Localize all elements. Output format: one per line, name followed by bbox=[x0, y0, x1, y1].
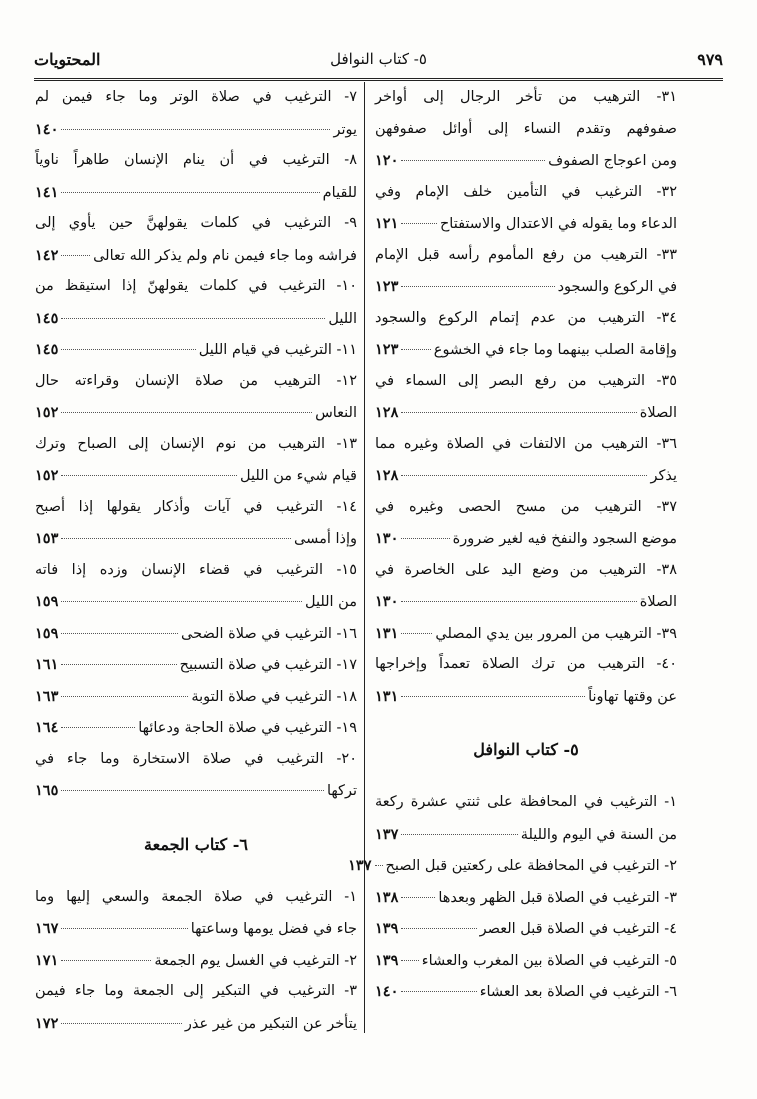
toc-entry-line: ٧- الترغيب في صلاة الوتر وما جاء فيمن لم bbox=[35, 89, 357, 105]
toc-entry-text: ٣- الترغيب في الصلاة قبل الظهر وبعدها bbox=[438, 889, 677, 906]
toc-entry-line bbox=[375, 913, 677, 945]
toc-page-number: ١٣١ bbox=[375, 624, 399, 642]
toc-page-number: ١٥٢ bbox=[35, 404, 59, 421]
toc-entry-line: ٣١- الترهيب من تأخر الرجال إلى أواخر bbox=[375, 89, 677, 105]
toc-entry-line: ٣٤- الترهيب من عدم إتمام الركوع والسجود bbox=[375, 309, 677, 326]
toc-entry-line: ٢٠- الترغيب في صلاة الاستخارة وما جاء في bbox=[35, 750, 357, 767]
dot-leader bbox=[401, 633, 432, 634]
toc-entry-line: ١- الترغيب في صلاة الجمعة والسعي إليها وما bbox=[35, 888, 357, 905]
dot-leader bbox=[401, 928, 476, 929]
toc-entry-line bbox=[375, 586, 677, 618]
column-divider bbox=[364, 82, 365, 1033]
toc-entry-text: ١٧- الترغيب في صلاة التسبيح bbox=[179, 657, 357, 673]
toc-page-number: ١٥٣ bbox=[35, 530, 59, 547]
right-column bbox=[348, 82, 677, 1008]
dot-leader bbox=[61, 412, 312, 413]
toc-entry-text: الصلاة bbox=[639, 594, 677, 610]
dot-leader bbox=[61, 727, 135, 728]
toc-entry-text: وإذا أمسى bbox=[294, 531, 357, 547]
toc-entry-line bbox=[348, 850, 677, 882]
dot-leader bbox=[61, 960, 151, 961]
toc-page-number: ١٦٧ bbox=[35, 920, 59, 937]
toc-entry-line bbox=[35, 775, 357, 807]
toc-entry-line bbox=[35, 1008, 357, 1040]
toc-entry-text: ١٩- الترغيب في صلاة الحاجة ودعائها bbox=[138, 720, 357, 736]
toc-entry-line bbox=[35, 945, 357, 977]
dot-leader bbox=[61, 318, 325, 319]
toc-entry-line bbox=[35, 618, 357, 650]
dot-leader bbox=[61, 696, 188, 697]
dot-leader bbox=[401, 696, 585, 697]
toc-entry-line: ١- الترغيب في المحافظة على ثنتي عشرة ركعة bbox=[375, 794, 677, 810]
toc-entry-line bbox=[375, 882, 677, 914]
header-rule bbox=[34, 78, 723, 81]
dot-leader bbox=[401, 991, 476, 992]
toc-entry-text: ٢- الترغيب في المحافظة على ركعتين قبل الصبح bbox=[385, 858, 677, 874]
toc-entry-text: ومن اعوجاج الصفوف bbox=[548, 153, 677, 169]
toc-entry-line bbox=[35, 460, 357, 492]
toc-entry-line bbox=[35, 649, 357, 681]
dot-leader bbox=[61, 601, 302, 602]
toc-entry-line bbox=[35, 913, 357, 945]
toc-entry-line bbox=[375, 145, 677, 177]
toc-entry-text: قيام شيء من الليل bbox=[240, 468, 357, 484]
toc-page-number: ١٤٠ bbox=[35, 120, 59, 138]
dot-leader bbox=[401, 160, 545, 161]
toc-entry-line bbox=[35, 334, 357, 366]
toc-entry-line: ٣٥- الترهيب من رفع البصر إلى السماء في bbox=[375, 372, 677, 389]
toc-entry-line bbox=[35, 712, 357, 744]
section-heading: ٦- كتاب الجمعة bbox=[144, 834, 248, 854]
dot-leader bbox=[375, 865, 383, 866]
toc-entry-line bbox=[35, 240, 357, 272]
toc-page-number: ١٦١ bbox=[35, 656, 59, 673]
toc-entry-text: موضع السجود والنفخ فيه لغير ضرورة bbox=[452, 531, 677, 547]
dot-leader bbox=[401, 349, 430, 350]
toc-entry-line: ٣٧- الترهيب من مسح الحصى وغيره في bbox=[375, 498, 677, 515]
toc-entry-text: النعاس bbox=[315, 405, 357, 421]
toc-entry-line bbox=[35, 177, 357, 209]
toc-entry-line: صفوفهم وتقدم النساء إلى أوائل صفوفهن bbox=[375, 120, 677, 137]
toc-page-number: ١٤٥ bbox=[35, 309, 59, 327]
toc-page-number: ١٢٠ bbox=[375, 152, 399, 169]
toc-page-number: ١٤٢ bbox=[35, 246, 59, 264]
dot-leader bbox=[401, 538, 449, 539]
toc-page-number: ١٣٧ bbox=[348, 857, 372, 874]
toc-page-number: ١٥٢ bbox=[35, 467, 59, 484]
toc-entry-text: للقيام bbox=[322, 184, 357, 201]
toc-entry-line bbox=[35, 586, 357, 618]
toc-entry-line: ٣٣- الترهيب من رفع المأموم رأسه قبل الإمام bbox=[375, 246, 677, 263]
toc-entry-line bbox=[375, 271, 677, 303]
toc-entry-text: عن وقتها تهاوناً bbox=[588, 688, 677, 705]
toc-entry-text: وإقامة الصلب بينهما وما جاء في الخشوع bbox=[433, 342, 677, 358]
toc-entry-text: ٥- الترغيب في الصلاة بين المغرب والعشاء bbox=[421, 952, 677, 969]
running-section-title: المحتويات bbox=[34, 50, 101, 69]
toc-page-number: ١٦٣ bbox=[35, 687, 59, 705]
dot-leader bbox=[401, 475, 647, 476]
toc-page-number: ١٦٤ bbox=[35, 719, 59, 736]
toc-entry-text: ١١- الترغيب في قيام الليل bbox=[198, 342, 357, 358]
toc-page-number: ١٣٠ bbox=[375, 593, 399, 610]
toc-entry-line bbox=[35, 114, 357, 146]
toc-entry-text: يتأخر عن التبكير من غير عذر bbox=[184, 1015, 357, 1032]
toc-page-number: ١٢٣ bbox=[375, 341, 399, 358]
dot-leader bbox=[401, 223, 437, 224]
toc-entry-line: ١٠- الترغيب في كلمات يقولهنّ إذا استيقظ من bbox=[35, 278, 357, 294]
left-column bbox=[35, 82, 357, 1039]
toc-entry-line: ١٥- الترغيب في قضاء الإنسان وزده إذا فاته bbox=[35, 561, 357, 578]
toc-entry-line bbox=[35, 523, 357, 555]
toc-entry-text: جاء في فضل يومها وساعتها bbox=[190, 921, 357, 937]
toc-entry-text: ٣٩- الترهيب من المرور بين يدي المصلي bbox=[435, 625, 677, 642]
dot-leader bbox=[401, 834, 517, 835]
section-heading: ٥- كتاب النوافل bbox=[473, 740, 579, 759]
toc-entry-line: ١٣- الترهيب من نوم الإنسان إلى الصباح وترك bbox=[35, 435, 357, 452]
toc-page-number: ١٣١ bbox=[375, 687, 399, 705]
dot-leader bbox=[401, 412, 636, 413]
toc-entry-line bbox=[375, 397, 677, 429]
toc-entry-text: تركها bbox=[326, 783, 357, 799]
toc-entry-line: ٣٢- الترغيب في التأمين خلف الإمام وفي bbox=[375, 183, 677, 200]
dot-leader bbox=[61, 475, 237, 476]
dot-leader bbox=[401, 897, 435, 898]
toc-entry-text: من الليل bbox=[304, 594, 357, 610]
running-chapter-title: ٥- كتاب النوافل bbox=[330, 50, 427, 68]
toc-page-number: ١٤٠ bbox=[375, 983, 399, 1000]
toc-page-number: ١٢٨ bbox=[375, 404, 399, 421]
toc-entry-line bbox=[375, 976, 677, 1008]
toc-entry-text: يوتر bbox=[333, 121, 357, 138]
toc-entry-text: ٤- الترغيب في الصلاة قبل العصر bbox=[479, 921, 677, 937]
toc-entry-line: ١٢- الترهيب من صلاة الإنسان وقراءته حال bbox=[35, 372, 357, 389]
toc-entry-line: ٣- الترغيب في التبكير إلى الجمعة وما جاء فيمن bbox=[35, 983, 357, 999]
toc-entry-line: ٤٠- الترهيب من ترك الصلاة تعمداً وإخراجها bbox=[375, 656, 677, 672]
toc-entry-text: ١٦- الترغيب في صلاة الضحى bbox=[181, 625, 357, 642]
toc-page-number: ١٣٧ bbox=[375, 825, 399, 843]
toc-page-number: ١٢٣ bbox=[375, 278, 399, 295]
toc-entry-text: الليل bbox=[328, 310, 357, 327]
dot-leader bbox=[61, 192, 319, 193]
toc-page-number: ١٢٨ bbox=[375, 467, 399, 484]
page-header bbox=[34, 50, 723, 76]
toc-entry-text: الصلاة bbox=[639, 405, 677, 421]
toc-page-number: ١٣٨ bbox=[375, 888, 399, 906]
dot-leader bbox=[61, 664, 176, 665]
toc-entry-text: ٦- الترغيب في الصلاة بعد العشاء bbox=[479, 984, 677, 1000]
toc-entry-line bbox=[375, 819, 677, 851]
toc-entry-text: من السنة في اليوم والليلة bbox=[520, 826, 677, 843]
toc-entry-text: ١٨- الترغيب في صلاة التوبة bbox=[191, 688, 357, 705]
toc-entry-line bbox=[375, 618, 677, 650]
toc-entry-line bbox=[375, 523, 677, 555]
dot-leader bbox=[61, 129, 330, 130]
toc-entry-line bbox=[375, 208, 677, 240]
toc-entry-line: ٨- الترغيب في أن ينام الإنسان طاهراً ناوياً bbox=[35, 152, 357, 168]
page-number: ٩٧٩ bbox=[697, 50, 723, 69]
toc-page-number: ١٦٥ bbox=[35, 782, 59, 799]
toc-entry-line: ١٤- الترغيب في آيات وأذكار يقولها إذا أصبح bbox=[35, 498, 357, 515]
toc-entry-text: فراشه وما جاء فيمن نام ولم يذكر الله تعالى bbox=[93, 247, 357, 264]
toc-entry-text: يذكر bbox=[650, 468, 677, 484]
toc-page-number: ١٣٠ bbox=[375, 530, 399, 547]
dot-leader bbox=[401, 286, 554, 287]
toc-entry-line bbox=[375, 681, 677, 713]
dot-leader bbox=[61, 538, 291, 539]
toc-page-number: ١٤٥ bbox=[35, 341, 59, 358]
dot-leader bbox=[61, 928, 187, 929]
toc-page-number: ١٧٢ bbox=[35, 1014, 59, 1032]
toc-entry-line bbox=[35, 397, 357, 429]
toc-page-number: ١٧١ bbox=[35, 951, 59, 969]
toc-entry-line: ٣٦- الترهيب من الالتفات في الصلاة وغيره مما bbox=[375, 435, 677, 452]
toc-page-number: ١٤١ bbox=[35, 183, 59, 201]
dot-leader bbox=[61, 633, 178, 634]
toc-entry-line bbox=[375, 334, 677, 366]
toc-page-number: ١٣٩ bbox=[375, 951, 399, 969]
dot-leader bbox=[61, 1023, 181, 1024]
toc-entry-line: ٩- الترغيب في كلمات يقولهنَّ حين يأوي إلى bbox=[35, 215, 357, 231]
toc-page-number: ١٥٩ bbox=[35, 624, 59, 642]
toc-entry-text: الدعاء وما يقوله في الاعتدال والاستفتاح bbox=[439, 216, 677, 232]
toc-page-number: ١٣٩ bbox=[375, 920, 399, 937]
toc-entry-line bbox=[35, 303, 357, 335]
toc-entry-text: في الركوع والسجود bbox=[557, 279, 677, 295]
dot-leader bbox=[401, 601, 636, 602]
toc-entry-line bbox=[35, 681, 357, 713]
dot-leader bbox=[61, 790, 324, 791]
toc-entry-line bbox=[375, 945, 677, 977]
toc-entry-text: ٢- الترغيب في الغسل يوم الجمعة bbox=[154, 952, 357, 969]
toc-entry-line: ٣٨- الترهيب من وضع اليد على الخاصرة في bbox=[375, 561, 677, 578]
dot-leader bbox=[61, 349, 195, 350]
toc-page-number: ١٥٩ bbox=[35, 593, 59, 610]
toc-entry-line bbox=[375, 460, 677, 492]
dot-leader bbox=[401, 960, 418, 961]
toc-page-number: ١٢١ bbox=[375, 215, 399, 232]
dot-leader bbox=[61, 255, 90, 256]
